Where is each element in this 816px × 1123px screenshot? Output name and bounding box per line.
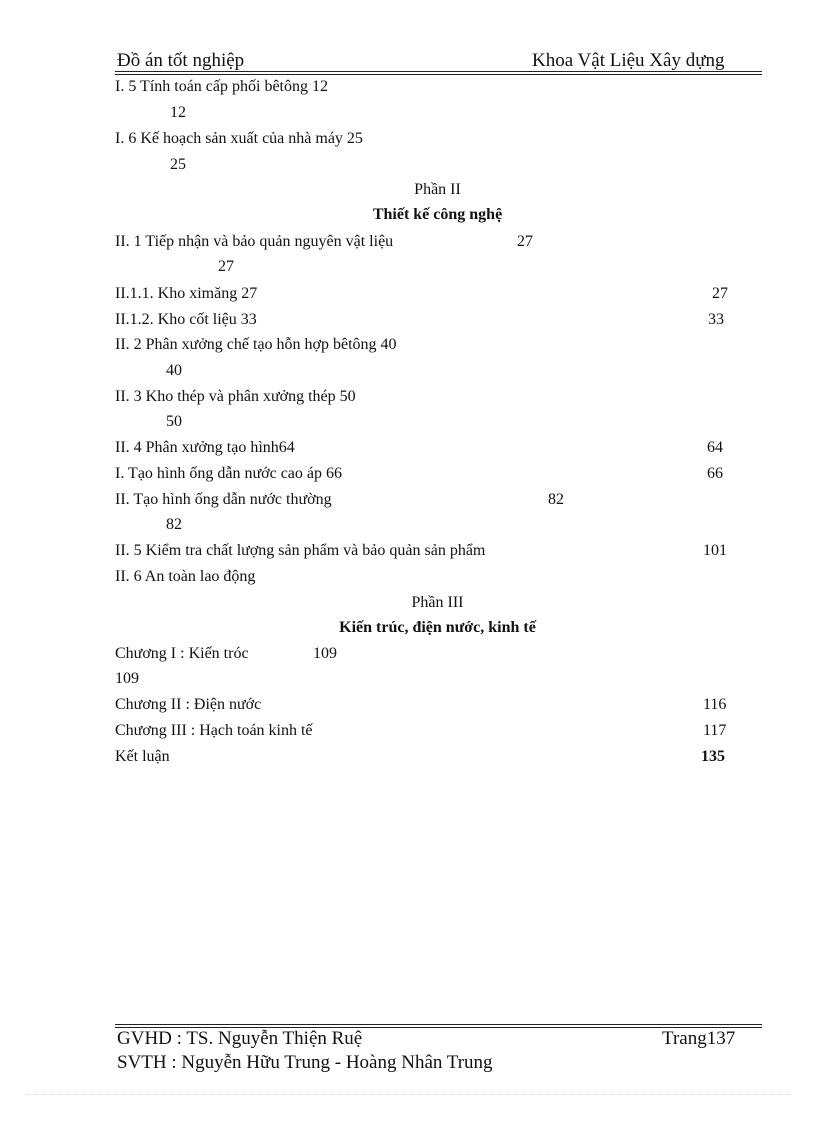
toc-entry-i5: I. 5 Tính toán cấp phối bêtông 12 [115, 78, 328, 95]
toc-entry-ii5-page: 101 [703, 542, 727, 559]
footer-supervisor: GVHD : TS. Nguyễn Thiện Ruệ [117, 1028, 363, 1049]
toc-entry-ii1-page: 27 [517, 233, 533, 250]
toc-entry-sub2-page-cont: 82 [166, 516, 182, 533]
toc-entry-ii3-page: 50 [166, 413, 182, 430]
toc-entry-chapter-1-page: 109 [313, 645, 337, 662]
header-title-right: Khoa Vật Liệu Xây dựng [532, 50, 725, 71]
footer-page-number: Trang137 [662, 1028, 736, 1049]
toc-entry-conclusion: Kết luận [115, 748, 170, 765]
toc-entry-chapter-1-page-cont: 109 [115, 670, 139, 687]
toc-entry-chapter-3-page: 117 [703, 722, 727, 739]
toc-entry-ii1: II. 1 Tiếp nhận và bảo quản nguyên vật liệu [115, 233, 394, 250]
toc-entry-i6-page: 25 [170, 156, 186, 173]
toc-entry-ii12: II.1.2. Kho cốt liệu 33 [115, 311, 257, 328]
toc-entry-i5-page: 12 [170, 104, 186, 121]
toc-entry-sub2-page: 82 [548, 491, 564, 508]
toc-entry-i6: I. 6 Kế hoạch sản xuất của nhà máy 25 [115, 130, 363, 147]
toc-entry-conclusion-page: 135 [701, 748, 725, 765]
page-boundary-line [25, 1094, 791, 1095]
toc-entry-ii11: II.1.1. Kho ximăng 27 [115, 285, 258, 302]
toc-entry-ii11-page: 27 [712, 285, 728, 302]
toc-entry-sub2: II. Tạo hình ống dẫn nước thường [115, 491, 332, 508]
header-title-left: Đồ án tốt nghiệp [117, 50, 245, 71]
part-3-subtitle: Kiến trúc, điện nước, kinh tế [339, 619, 536, 636]
toc-entry-sub1-page: 66 [707, 465, 723, 482]
toc-entry-ii3: II. 3 Kho thép và phân xưởng thép 50 [115, 388, 356, 405]
toc-entry-ii1-page-cont: 27 [218, 258, 234, 275]
part-2-subtitle: Thiết kế công nghệ [372, 206, 503, 223]
part-3-title: Phần III [411, 594, 464, 611]
toc-entry-ii4: II. 4 Phân xưởng tạo hình64 [115, 439, 295, 456]
toc-entry-ii12-page: 33 [708, 311, 724, 328]
toc-entry-ii2: II. 2 Phân xưởng chế tạo hỗn hợp bêtông 40 [115, 336, 397, 353]
footer-students: SVTH : Nguyễn Hữu Trung - Hoàng Nhân Trung [117, 1052, 493, 1073]
header-rule-bottom [115, 74, 762, 75]
part-2-title: Phần II [414, 181, 461, 198]
toc-entry-ii2-page: 40 [166, 362, 182, 379]
toc-entry-sub1: I. Tạo hình ống dẫn nước cao áp 66 [115, 465, 342, 482]
toc-entry-ii5: II. 5 Kiểm tra chất lượng sản phẩm và bảo quản sản phẩm [115, 542, 486, 559]
toc-entry-chapter-3: Chương III : Hạch toán kinh tế [115, 722, 313, 739]
toc-entry-chapter-2-page: 116 [703, 696, 727, 713]
toc-entry-ii4-page: 64 [707, 439, 723, 456]
footer-rule-top [115, 1024, 762, 1025]
header-rule-top [115, 71, 762, 72]
toc-entry-chapter-2: Chương II : Điện nước [115, 696, 262, 713]
toc-entry-chapter-1: Chương I : Kiến tróc [115, 645, 249, 662]
toc-entry-ii6: II. 6 An toàn lao động [115, 568, 256, 585]
